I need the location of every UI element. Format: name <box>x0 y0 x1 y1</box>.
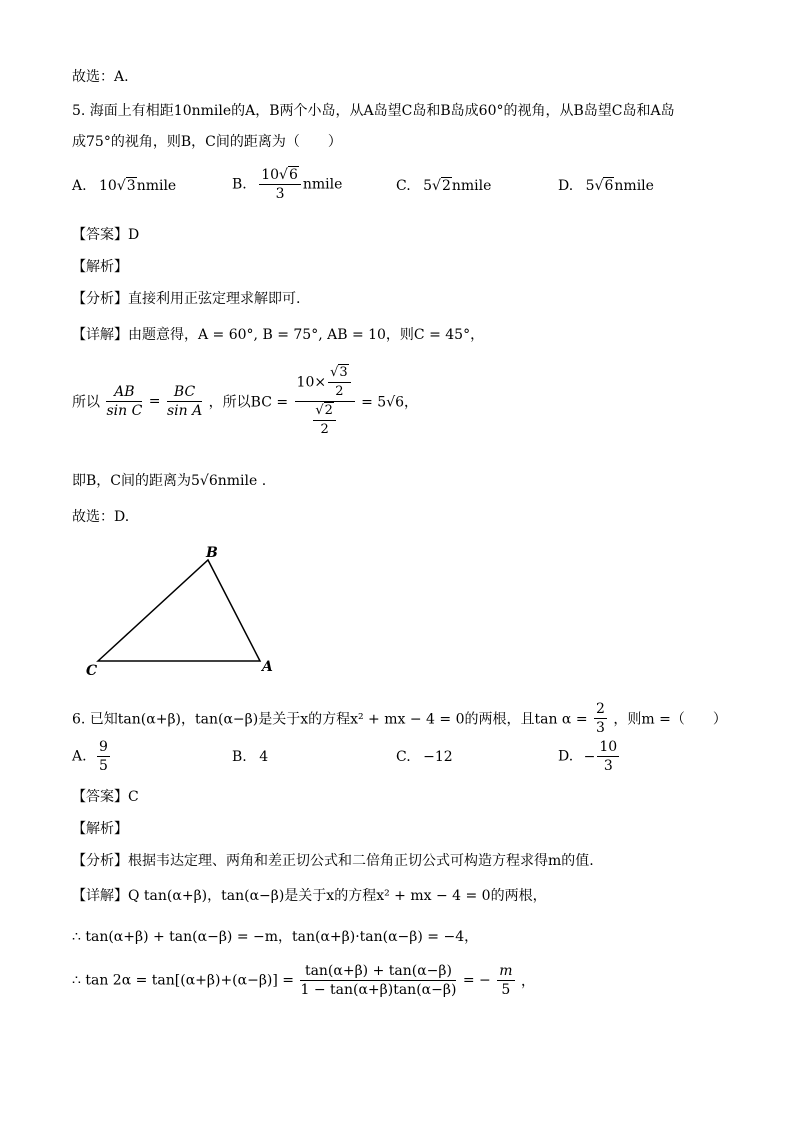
q5-sine-law-line: 所以 $\frac{AB}{\text{sin C}}$ = $\frac{BC}{\text{sin A}}$ ，所以BC = 10× $\frac{√3}{2}$ $\frac{√2}{2}$ = 5√6， <box>72 365 419 437</box>
q5-stem-line1: 5. 海面上有相距10nmile的A，B两个小岛，从A岛望C岛和B岛成60°的视角，从B岛望C岛和A岛 <box>72 103 675 119</box>
q6-option-b: B. 4 <box>232 749 269 765</box>
q5-option-b: B. $\frac{10√6}{3}$ nmile <box>232 167 343 202</box>
q6-answer: 【答案】C <box>72 789 139 805</box>
q6-fenxi: 【分析】根据韦达定理、两角和差正切公式和二倍角正切公式可构造方程求得m的值. <box>72 853 594 869</box>
vertex-label-c: C <box>86 663 98 679</box>
q5-stem-line2: 成75°的视角，则B，C间的距离为（ ） <box>72 134 342 150</box>
q6-option-a: A. $\frac{9}{5}$ <box>72 739 108 774</box>
q5-analysis-tag: 【解析】 <box>72 259 128 275</box>
q6-tan2-line: ∴ tan 2α = tan[(α+β)+(α−β)] = $\frac{\tan(\alpha+\beta) + \tan(\alpha-\beta)}{1 - \tan(\alpha+\beta)\tan(\alpha-\beta)}$ = − $\frac{m}{5}$ ， <box>72 963 535 998</box>
vertex-label-b: B <box>206 545 218 561</box>
q5-choose: 故选：D. <box>72 509 130 525</box>
q6-detail: 【详解】Q tan(α+β)，tan(α−β)是关于x的方程x² + mx − 4 = 0的两根， <box>72 888 547 904</box>
q5-conclusion: 即B，C间的距离为5√6nmile . <box>72 473 267 489</box>
q5-detail: 【详解】由题意得，A = 60°, B = 75°, AB = 10，则C = 45°， <box>72 327 485 343</box>
triangle-diagram <box>80 540 290 680</box>
q5-option-a: A. 10√3nmile <box>72 178 177 194</box>
prev-answer-line: 故选：A. <box>72 69 129 85</box>
q6-option-c: C. −12 <box>396 749 453 765</box>
q6-analysis-tag: 【解析】 <box>72 821 128 837</box>
q5-option-d: D. 5√6nmile <box>558 178 654 194</box>
triangle-shape <box>98 560 260 661</box>
q5-fenxi: 【分析】直接利用正弦定理求解即可. <box>72 291 301 307</box>
q6-stem: 6. 已知tan(α+β)，tan(α−β)是关于x的方程x² + mx − 4 = 0的两根，且tan α = $\frac{2}{3}$ ，则m =（ ） <box>72 701 727 736</box>
q5-option-c: C. 5√2nmile <box>396 178 492 194</box>
q6-vieta-line: ∴ tan(α+β) + tan(α−β) = −m，tan(α+β)·tan(α−β) = −4， <box>72 929 479 945</box>
vertex-label-a: A <box>262 659 273 675</box>
q6-option-d: D. − $\frac{10}{3}$ <box>558 739 618 774</box>
q5-answer: 【答案】D <box>72 227 140 243</box>
